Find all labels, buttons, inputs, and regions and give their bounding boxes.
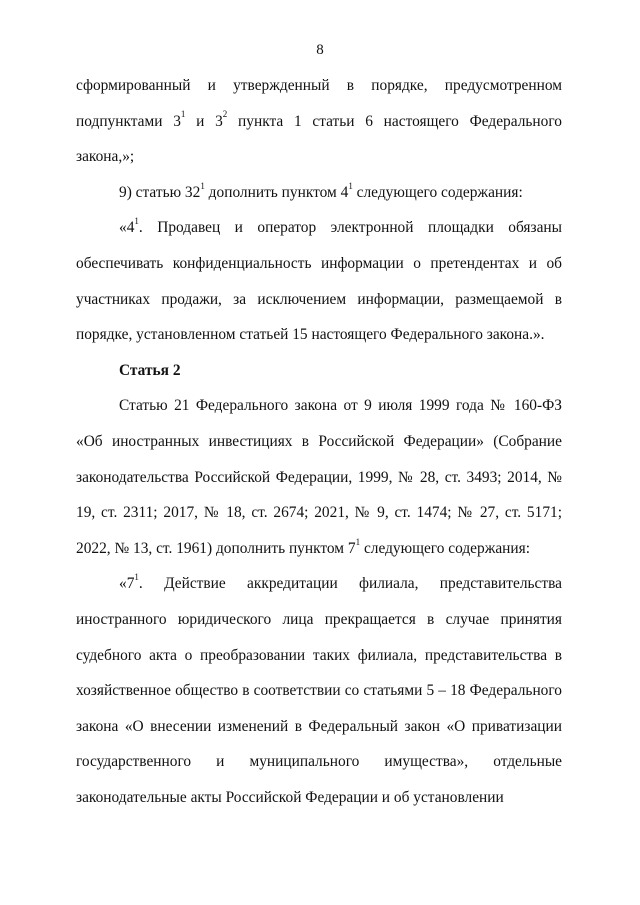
text-fragment: «7 — [119, 575, 135, 593]
paragraph-continuation-line2 — [76, 104, 562, 175]
text-fragment: . Действие аккредитации филиала, представительства иностранного юридического лица прекращается в случае принятия судебного акта о преобразовании таких филиала, представительства в хозяйственное общество в соответствии со статьями 5 – 18 Федерального закона «О внесении изменений в Федеральный закон «О приватизации государственного и муниципального имущества», отдельные законодательные акты Российской Федерации и об установлении — [76, 575, 562, 806]
paragraph-quote-4-1 — [76, 210, 562, 352]
text-fragment: дополнить пунктом 4 — [204, 183, 349, 201]
superscript: 1 — [180, 109, 186, 120]
superscript: 1 — [200, 180, 205, 191]
paragraph-item-9 — [76, 175, 562, 211]
superscript: 1 — [134, 216, 139, 227]
text-fragment: и 3 — [185, 112, 223, 130]
superscript: 2 — [222, 109, 228, 120]
text-fragment: «4 — [119, 219, 135, 237]
text-fragment: следующего содержания: — [352, 183, 523, 201]
text-fragment: Статью 21 Федерального закона от 9 июля 1999 года № 160-ФЗ «Об иностранных инвестициях в Российской Федерации» (Собрание законодательства Российской Федерации, 1999, № 28, ст. 3493; 2014, № 19, ст. 2311; 2017, № 18, ст. 2674; 2021, № 9, ст. 1474; № 27, ст. 5171; 2022, № 13, ст. 1961) дополнить пунктом 7 — [76, 397, 562, 557]
text-fragment: подпунктами 3 — [76, 112, 181, 130]
superscript: 1 — [355, 536, 361, 547]
paragraph-article-2 — [76, 388, 562, 566]
document-body — [76, 68, 562, 815]
page-number: 8 — [316, 42, 324, 58]
paragraph-quote-7-1 — [76, 566, 562, 815]
text-fragment: пункта 1 статьи 6 настоящего Федерального закона,»; — [76, 112, 562, 166]
superscript: 1 — [348, 180, 353, 191]
paragraph-continuation-line1: сформированный и утвержденный в порядке, предусмотренном — [76, 77, 562, 94]
text-fragment: 9) статью 32 — [119, 183, 201, 201]
text-fragment: следующего содержания: — [360, 539, 530, 557]
article-heading: Статья 2 — [119, 361, 181, 379]
text-fragment: . Продавец и оператор электронной площадки обязаны обеспечивать конфиденциальность информации о претендентах и об участниках продажи, за исключением информации, размещаемой в порядке, установленном статьей 15 настоящего Федерального закона.». — [76, 219, 562, 344]
superscript: 1 — [134, 572, 139, 583]
